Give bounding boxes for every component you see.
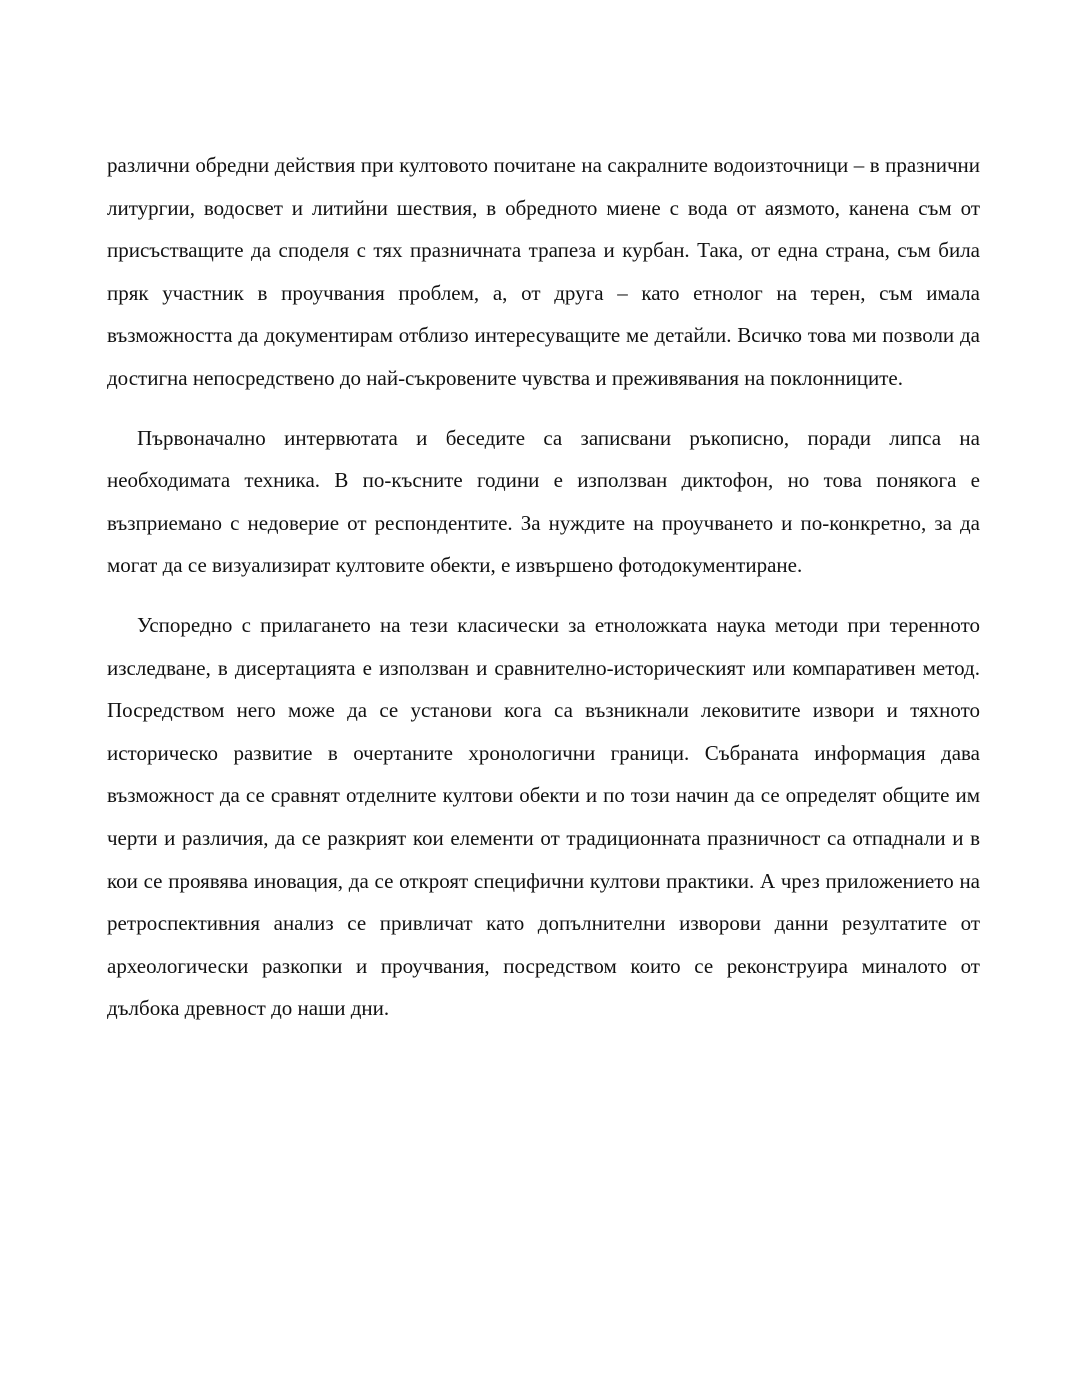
paragraph-comparative-method: Успоредно с прилагането на тези класически за етноложката наука методи при теренното изследване, в дисертацията е използван и сравнително-историческият или компаративен метод. Посредством него може да се установи кога са възникнали лековитите извори и тяхното историческо развитие в очертаните хронологични граници. Събраната информация дава възможност да се сравнят отделните култови обекти и по този начин да се определят общите им черти и различия, да се разкрият кои елементи от традиционната празничност са отпаднали и в кои се проявява иновация, да се откроят специфични култови практики. А чрез приложението на ретроспективния анализ се привличат като допълнителни изворови данни резултатите от археологически разкопки и проучвания, посредством които се реконструира миналото от дълбока древност до наши дни. xyxy=(107,612,980,1021)
paragraph-continuation: различни обредни действия при култовото почитане на сакралните водоизточници – в празнични литургии, водосвет и литийни шествия, в обредното миене с вода от аязмото, канена съм от присъстващите да споделя с тях празничната трапеза и курбан. Така, от една страна, съм била пряк участник в проучвания проблем, а, от друга – като етнолог на терен, съм имала възможността да документирам отблизо интересуващите ме детайли. Всичко това ми позволи да достигна непосредствено до най-съкровените чувства и преживявания на поклонниците. xyxy=(107,153,980,390)
paragraph-interviews: Първоначално интервютата и беседите са записвани ръкописно, поради липса на необходимата техника. В по-късните години е използван диктофон, но това понякога е възприемано с недоверие от респондентите. За нуждите на проучването и по-конкретно, за да могат да се визуализират култовите обекти, е извършено фотодокументиране. xyxy=(107,425,980,578)
document-page xyxy=(107,144,980,1030)
